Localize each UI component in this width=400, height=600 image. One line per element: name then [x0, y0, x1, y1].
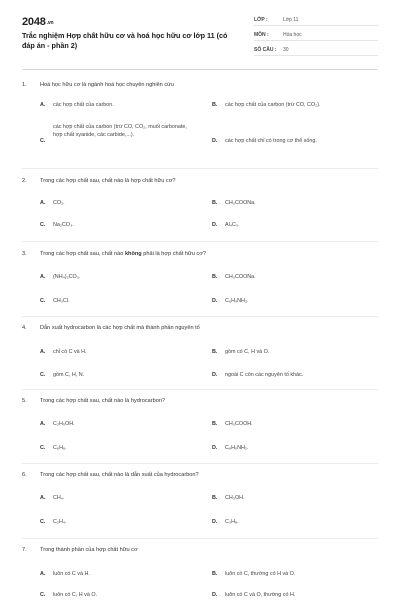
option-letter: D.	[212, 519, 218, 525]
option-letter: C.	[40, 298, 46, 304]
meta-value: 30	[283, 47, 289, 53]
question-number: 6.	[22, 472, 27, 478]
option-text: gồm có C, H và O.	[225, 349, 270, 355]
question-text: Trong các hợp chất sau, chất nào là hợp chất hữu cơ?	[40, 178, 176, 184]
option-text: C₆H₅NH₂.	[225, 445, 249, 451]
option-letter: B.	[212, 200, 218, 206]
option-text: ngoài C còn các nguyên tố khác.	[225, 372, 304, 378]
option-letter: C.	[40, 519, 46, 525]
quiz-meta	[254, 15, 378, 60]
meta-row-subject	[254, 30, 378, 41]
question-divider	[22, 389, 378, 390]
option-letter: B.	[212, 571, 218, 577]
option-letter: C.	[40, 592, 46, 598]
question-stem	[22, 398, 378, 408]
question-divider	[22, 241, 378, 242]
option-text: luôn có C, H và O.	[53, 592, 98, 598]
question-number: 4.	[22, 325, 27, 331]
option-letter: C.	[40, 445, 46, 451]
question-divider	[22, 463, 378, 464]
option-letter: D.	[212, 592, 218, 598]
question-stem	[22, 251, 378, 261]
option-text: C₃H₈.	[225, 519, 239, 525]
question-number: 5.	[22, 398, 27, 404]
question-stem	[22, 472, 378, 482]
question-text-emphasis: không	[124, 251, 142, 257]
meta-row-count	[254, 45, 378, 56]
question-text: Trong các hợp chất sau, chất nào là dẫn xuất của hydrocarbon?	[40, 472, 199, 478]
meta-label: MÔN :	[254, 32, 269, 38]
option-letter: B.	[212, 274, 218, 280]
option-text: luôn có C và H.	[53, 571, 90, 577]
option-letter: A.	[40, 421, 46, 427]
meta-label: LỚP :	[254, 17, 268, 23]
question-3	[22, 251, 378, 261]
option-letter: A.	[40, 495, 46, 501]
meta-value: Hóa học	[283, 32, 302, 38]
option-text: luôn có C và O, thường có H.	[225, 592, 296, 598]
option-letter: A.	[40, 274, 46, 280]
question-7	[22, 547, 378, 557]
option-text: CH₃Cl.	[53, 298, 70, 304]
question-stem	[22, 82, 378, 92]
option-letter: C.	[40, 222, 46, 228]
site-logo[interactable]	[22, 16, 53, 28]
question-2	[22, 178, 378, 188]
option-c[interactable]	[40, 123, 200, 159]
option-text: C₂H₅OH.	[53, 421, 75, 427]
option-text: CH₃COONa.	[225, 274, 256, 280]
meta-label: SỐ CÂU :	[254, 47, 277, 53]
quiz-title: Trắc nghiệm Hợp chất hữu cơ và hoá học hữu cơ lớp 11 (có đáp án - phần 2)	[22, 31, 228, 50]
option-letter: B.	[212, 495, 218, 501]
option-letter: C.	[40, 372, 46, 378]
question-stem	[22, 325, 378, 335]
option-text: C₂H₄.	[53, 519, 67, 525]
option-text: các hợp chất chỉ có trong cơ thể sống.	[225, 138, 317, 144]
option-letter: D.	[212, 222, 218, 228]
option-text: CH₃COONa.	[225, 200, 256, 206]
option-text: các hợp chất của carbon.	[53, 102, 114, 108]
question-text-start: Trong các hợp chất sau, chất nào	[40, 251, 125, 257]
question-text: Trong các hợp chất sau, chất nào là hydrocarbon?	[40, 398, 166, 404]
question-1	[22, 82, 378, 92]
question-text: Trong thành phần của hợp chất hữu cơ	[40, 547, 138, 553]
option-text: CH₃COOH.	[225, 421, 253, 427]
meta-row-grade	[254, 15, 378, 26]
option-text: luôn có C, thường có H và O.	[225, 571, 296, 577]
question-divider	[22, 168, 378, 169]
option-text: các hợp chất của carbon (trừ CO, CO₂, muối carbonate, hợp chất xyanide, các carbide,...).	[53, 124, 187, 138]
option-letter: A.	[40, 200, 46, 206]
option-letter: A.	[40, 571, 46, 577]
option-letter: A.	[40, 349, 46, 355]
question-text: Hoá học hữu cơ là ngành hoá học chuyên nghiên cứu	[40, 82, 175, 88]
option-letter: D.	[212, 372, 218, 378]
question-number: 2.	[22, 178, 27, 184]
question-number: 1.	[22, 82, 27, 88]
meta-value: Lớp 11	[283, 17, 299, 23]
question-stem	[22, 178, 378, 188]
question-6	[22, 472, 378, 482]
option-text: C₆H₆.	[53, 445, 67, 451]
option-letter: A.	[40, 102, 46, 108]
question-number: 3.	[22, 251, 27, 257]
option-letter: C.	[40, 138, 46, 144]
option-text: chỉ có C và H.	[53, 349, 87, 355]
header-divider	[22, 69, 378, 70]
option-letter: B.	[212, 102, 218, 108]
option-letter: D.	[212, 298, 218, 304]
option-letter: D.	[212, 138, 218, 144]
option-text: gồm C, H, N.	[53, 372, 85, 378]
question-4	[22, 325, 378, 335]
option-text: các hợp chất của carbon (trừ CO, CO₂).	[225, 102, 321, 108]
option-text: (NH₄)₂CO₃.	[53, 274, 81, 280]
option-letter: D.	[212, 445, 218, 451]
logo-text: 2048	[22, 16, 46, 28]
logo-suffix: .vn	[46, 20, 54, 26]
question-stem	[22, 547, 378, 557]
option-text: Na₂CO₃.	[53, 222, 74, 228]
option-text: Al₄C₃.	[225, 222, 240, 228]
option-text: CO₂.	[53, 200, 65, 206]
question-5	[22, 398, 378, 408]
option-letter: B.	[212, 421, 218, 427]
question-divider	[22, 538, 378, 539]
question-divider	[22, 316, 378, 317]
question-text: Dẫn xuất hydrocarbon là các hợp chất mà thành phần nguyên tố	[40, 325, 200, 331]
question-text-end: phải là hợp chất hữu cơ?	[141, 251, 206, 257]
option-text: CH₄.	[53, 495, 65, 501]
option-letter: B.	[212, 349, 218, 355]
question-number: 7.	[22, 547, 27, 553]
question-text	[40, 251, 206, 257]
option-text: C₆H₅NH₂.	[225, 298, 249, 304]
option-text: CH₃OH.	[225, 495, 245, 501]
